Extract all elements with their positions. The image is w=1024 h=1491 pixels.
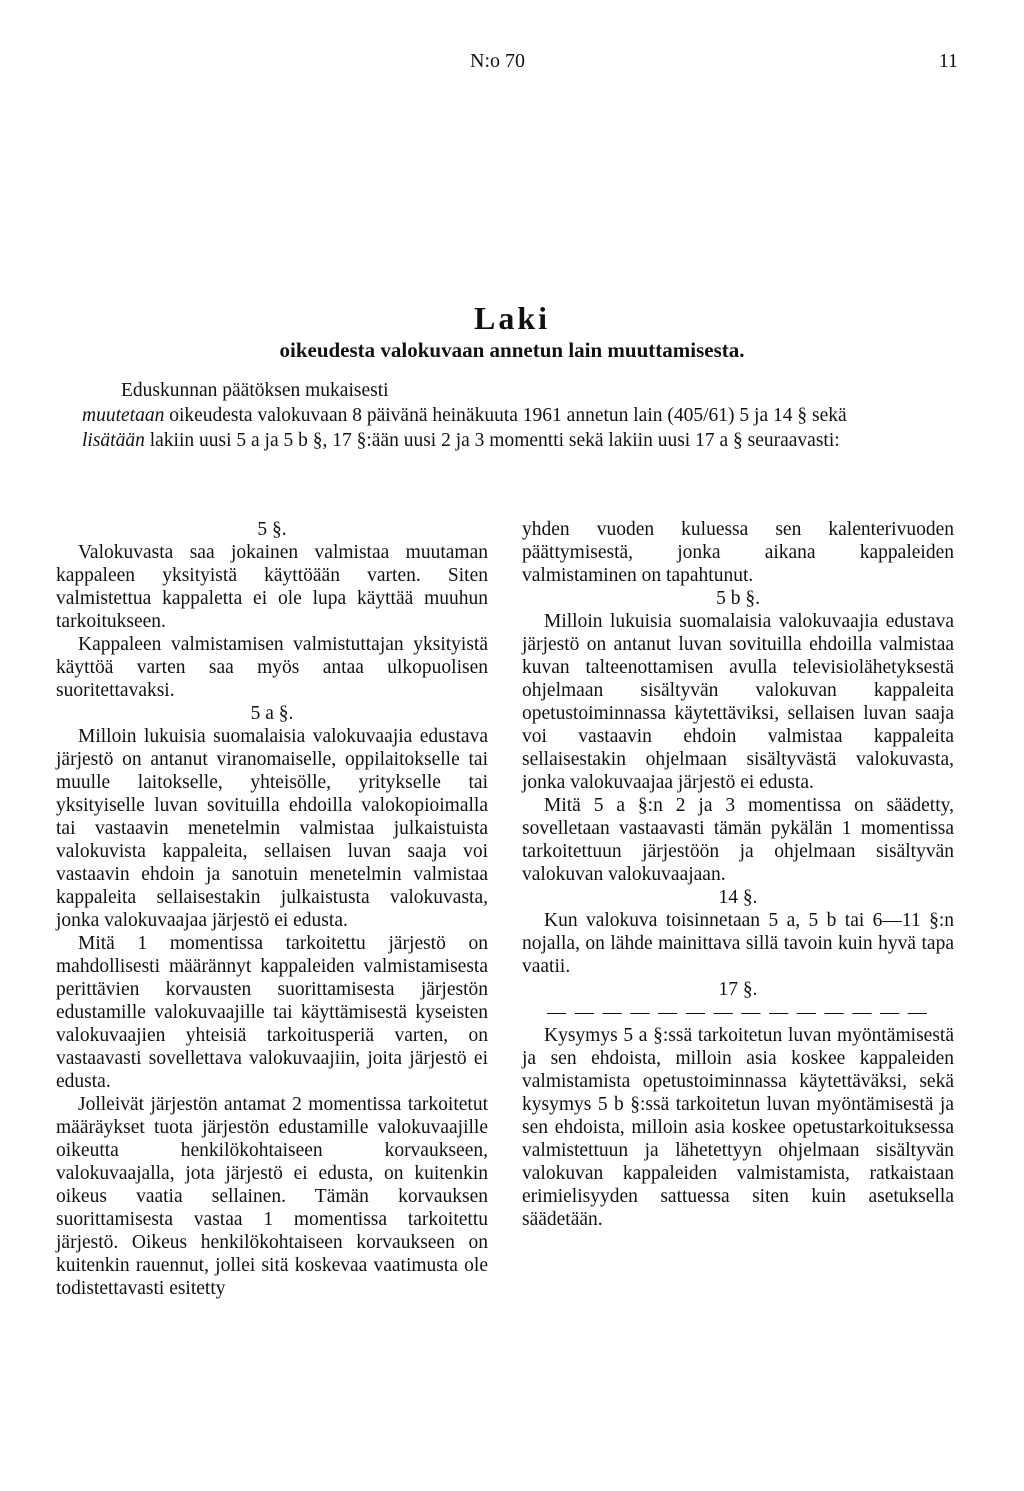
section-5a-paragraph-1: Milloin lukuisia suomalaisia valokuvaajia edustava järjestö on antanut viranomaiselle, oppilaitokselle tai muulle laitokselle, yhteisölle, yritykselle tai yksityiselle luvan sovituilla ehdoilla valokopioimalla tai vastaavin menetelmin valmistaa julkaistuista valokuvista kappaleita, sellaisen luvan saaja voi vastaavin ehdoin ja sanotuin menetelmin valmistaa kappaleita sellaisestakin julkaistusta valokuvasta, jonka valokuvaajaa järjestö ei edusta.	[56, 726, 488, 931]
amend-verb: muutetaan	[82, 405, 165, 426]
section-5a-paragraph-3: Jolleivät järjestön antamat 2 momentissa tarkoitetut määräykset tuota järjestön edustamille valokuvaajille oikeutta henkilökohtaiseen korvaukseen, valokuvaajalla, jota järjestö ei edusta, on kuitenkin oikeus vaatia sellainen. Tämän korvauksen suorittamisesta vastaa 1 momentissa tarkoitettu järjestö. Oikeus henkilökohtaiseen korvaukseen on kuitenkin rauennut, jollei sitä koskevaa vaatimusta ole todistettavasti esitetty	[56, 1094, 488, 1299]
page-number: 11	[938, 50, 958, 72]
section-heading-14: 14 §.	[718, 887, 758, 908]
section-5b-paragraph-1: Milloin lukuisia suomalaisia valokuvaajia edustava järjestö on antanut luvan sovituilla ehdoilla valmistaa kuvan talteenottamisen avulla televisiolähetyksestä ohjelmaan sisältyvän valokuvan kappaleita opetustoiminnassa käytettäviksi, sellaisen luvan saaja voi vastaavin ehdoin valmistaa kappaleita sellaisestakin ohjelmaan sisältyvästä valokuvasta, jonka valokuvaajaa järjestö ei edusta.	[522, 611, 954, 793]
omission-dashes: — — — — — — — — — — — — — —	[547, 1002, 929, 1023]
law-subtitle: oikeudesta valokuvaan annetun lain muuttamisesta.	[279, 338, 745, 362]
add-clause: lisätään lakiin uusi 5 a ja 5 b §, 17 §:ään uusi 2 ja 3 momentti sekä lakiin uusi 17 a § seuraavasti:	[82, 430, 840, 451]
enactment-clause	[82, 378, 954, 453]
law-title: Laki	[473, 300, 551, 336]
section-5a-paragraph-2: Mitä 1 momentissa tarkoitettu järjestö on mahdollisesti määrännyt kappaleiden valmistamisesta perittävien korvausten suorittamisesta järjestön edustamille valokuvaajille tai käyttämisestä kyseisten valokuvaajien yhteisiä tarkoitusperiä varten, on vastaavasti sovellettava valokuvaajiin, joita järjestö ei edusta.	[56, 933, 488, 1092]
section-5-paragraph-1: Valokuvasta saa jokainen valmistaa muutaman kappaleen yksityistä käyttöään varten. Siten valmistettua kappaletta ei ole lupa käyttää muuhun tarkoitukseen.	[56, 542, 488, 632]
section-14-paragraph-1: Kun valokuva toisinnetaan 5 a, 5 b tai 6—11 §:n nojalla, on lähde mainittava sillä tavoin kuin hyvä tapa vaatii.	[522, 910, 954, 977]
running-head: N:o 70	[470, 50, 525, 72]
left-column	[56, 518, 488, 1300]
section-17-paragraph-1: Kysymys 5 a §:ssä tarkoitetun luvan myöntämisestä ja sen ehdoista, milloin asia koskee kappaleiden valmistamista opetustoiminnassa käytettäväksi, sekä kysymys 5 b §:ssä tarkoitetun luvan myöntämisestä ja sen ehdoista, milloin asia koskee opetustarkoituksessa valmistettuun ja lähetettyyn ohjelmaan sisältyvän valokuvan kappaleiden valmistamista, ratkaistaan erimielisyyden sattuessa siten kuin asetuksella säädetään.	[522, 1025, 954, 1230]
right-column	[522, 518, 954, 1231]
section-5-paragraph-2: Kappaleen valmistamisen valmistuttajan yksityistä käyttöä varten saa myös antaa ulkopuolisen suoritettavaksi.	[56, 634, 488, 701]
amend-clause: muutetaan oikeudesta valokuvaan 8 päivänä heinäkuuta 1961 annetun lain (405/61) 5 ja 14 § sekä	[82, 405, 847, 426]
enactment-line: Eduskunnan päätöksen mukaisesti	[121, 380, 389, 401]
section-heading-5a: 5 a §.	[250, 703, 294, 724]
section-heading-5: 5 §.	[257, 519, 287, 540]
section-5b-paragraph-2: Mitä 5 a §:n 2 ja 3 momentissa on säädetty, sovelletaan vastaavasti tämän pykälän 1 momentissa tarkoitettuun järjestöön ja ohjelmaan sisältyvän valokuvan valokuvaajaan.	[522, 795, 954, 885]
section-heading-5b: 5 b §.	[716, 588, 760, 609]
section-heading-17: 17 §.	[718, 979, 758, 1000]
add-verb: lisätään	[82, 430, 145, 451]
page-header	[0, 50, 1024, 80]
section-5a-paragraph-3-continued: yhden vuoden kuluessa sen kalenterivuoden päättymisestä, jonka aikana kappaleiden valmistaminen on tapahtunut.	[522, 519, 954, 586]
